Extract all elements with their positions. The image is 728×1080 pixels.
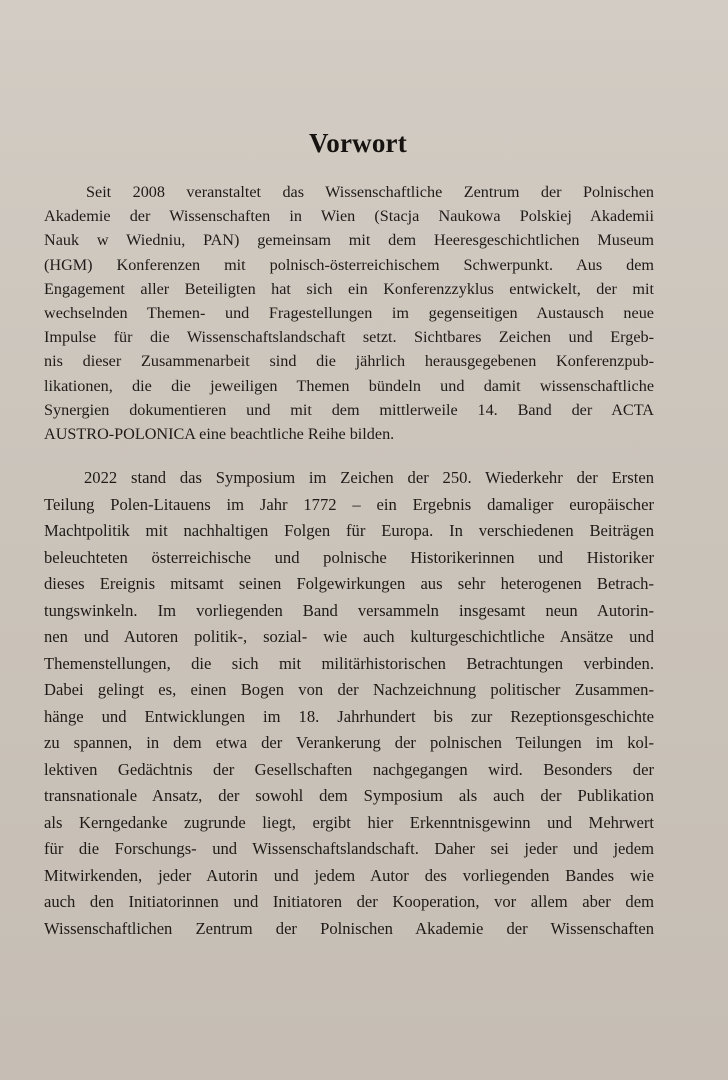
text-line: tungswinkeln. Im vorliegenden Band versammeln insgesamt neun Autorin- — [44, 600, 654, 620]
text-line: zu spannen, in dem etwa der Verankerung der polnischen Teilungen im kol- — [44, 733, 654, 752]
text-line: Impulse für die Wissenschaftslandschaft setzt. Sichtbares Zeichen und Ergeb- — [44, 328, 654, 347]
text-line: nen und Autoren politik-, sozial- wie auch kulturgeschichtliche Ansätze und — [44, 627, 654, 646]
text-line: für die Forschungs- und Wissenschaftslandschaft. Daher sei jeder und jedem — [44, 839, 654, 858]
text-line: Machtpolitik mit nachhaltigen Folgen für Europa. In verschiedenen Beiträgen — [44, 521, 654, 540]
text-line: 2022 stand das Symposium im Zeichen der 250. Wiederkehr der Ersten — [84, 468, 654, 487]
paragraph-2 — [44, 465, 654, 942]
text-line: Nauk w Wiedniu, PAN) gemeinsam mit dem Heeresgeschichtlichen Museum — [44, 231, 654, 250]
text-line: transnationale Ansatz, der sowohl dem Symposium als auch der Publikation — [44, 786, 654, 805]
text-line: AUSTRO-POLONICA eine beachtliche Reihe bilden. — [44, 424, 395, 443]
text-line: Mitwirkenden, jeder Autorin und jedem Autor des vorliegenden Bandes wie — [44, 865, 654, 885]
text-line: Seit 2008 veranstaltet das Wissenschaftliche Zentrum der Polnischen — [86, 183, 654, 201]
text-line: beleuchteten österreichische und polnische Historikerinnen und Historiker — [44, 547, 654, 567]
text-line: likationen, die die jeweiligen Themen bündeln und damit wissenschaftliche — [44, 376, 654, 395]
paragraph-1 — [44, 180, 654, 446]
text-line: Teilung Polen-Litauens im Jahr 1772 – ein Ergebnis damaliger europäischer — [44, 494, 654, 514]
text-line: Themenstellungen, die sich mit militärhistorischen Betrachtungen verbinden. — [44, 653, 654, 673]
text-line: (HGM) Konferenzen mit polnisch-österreichischem Schwerpunkt. Aus dem — [44, 255, 654, 274]
text-line: Synergien dokumentieren und mit dem mittlerweile 14. Band der ACTA — [44, 400, 654, 419]
page-title: Vorwort — [309, 128, 407, 158]
text-line: Akademie der Wissenschaften in Wien (Stacja Naukowa Polskiej Akademii — [44, 207, 654, 226]
text-line: auch den Initiatorinnen und Initiatoren der Kooperation, vor allem aber dem — [44, 892, 654, 911]
text-line: Dabei gelingt es, einen Bogen von der Nachzeichnung politischer Zusammen- — [44, 680, 654, 699]
text-line: lektiven Gedächtnis der Gesellschaften nachgegangen wird. Besonders der — [44, 759, 654, 779]
text-line: dieses Ereignis mitsamt seinen Folgewirkungen aus sehr heterogenen Betrach- — [44, 574, 654, 593]
text-line: nis dieser Zusammenarbeit sind die jährlich herausgegebenen Konferenzpub- — [44, 352, 654, 371]
text-line: hänge und Entwicklungen im 18. Jahrhundert bis zur Rezeptionsgeschichte — [44, 706, 654, 726]
text-line: Wissenschaftlichen Zentrum der Polnischen Akademie der Wissenschaften — [44, 918, 654, 938]
text-line: Engagement aller Beteiligten hat sich ein Konferenzzyklus entwickelt, der mit — [44, 279, 654, 298]
text-line: als Kerngedanke zugrunde liegt, ergibt hier Erkenntnisgewinn und Mehrwert — [44, 812, 654, 832]
text-line: wechselnden Themen- und Fragestellungen im gegenseitigen Austausch neue — [44, 303, 654, 322]
